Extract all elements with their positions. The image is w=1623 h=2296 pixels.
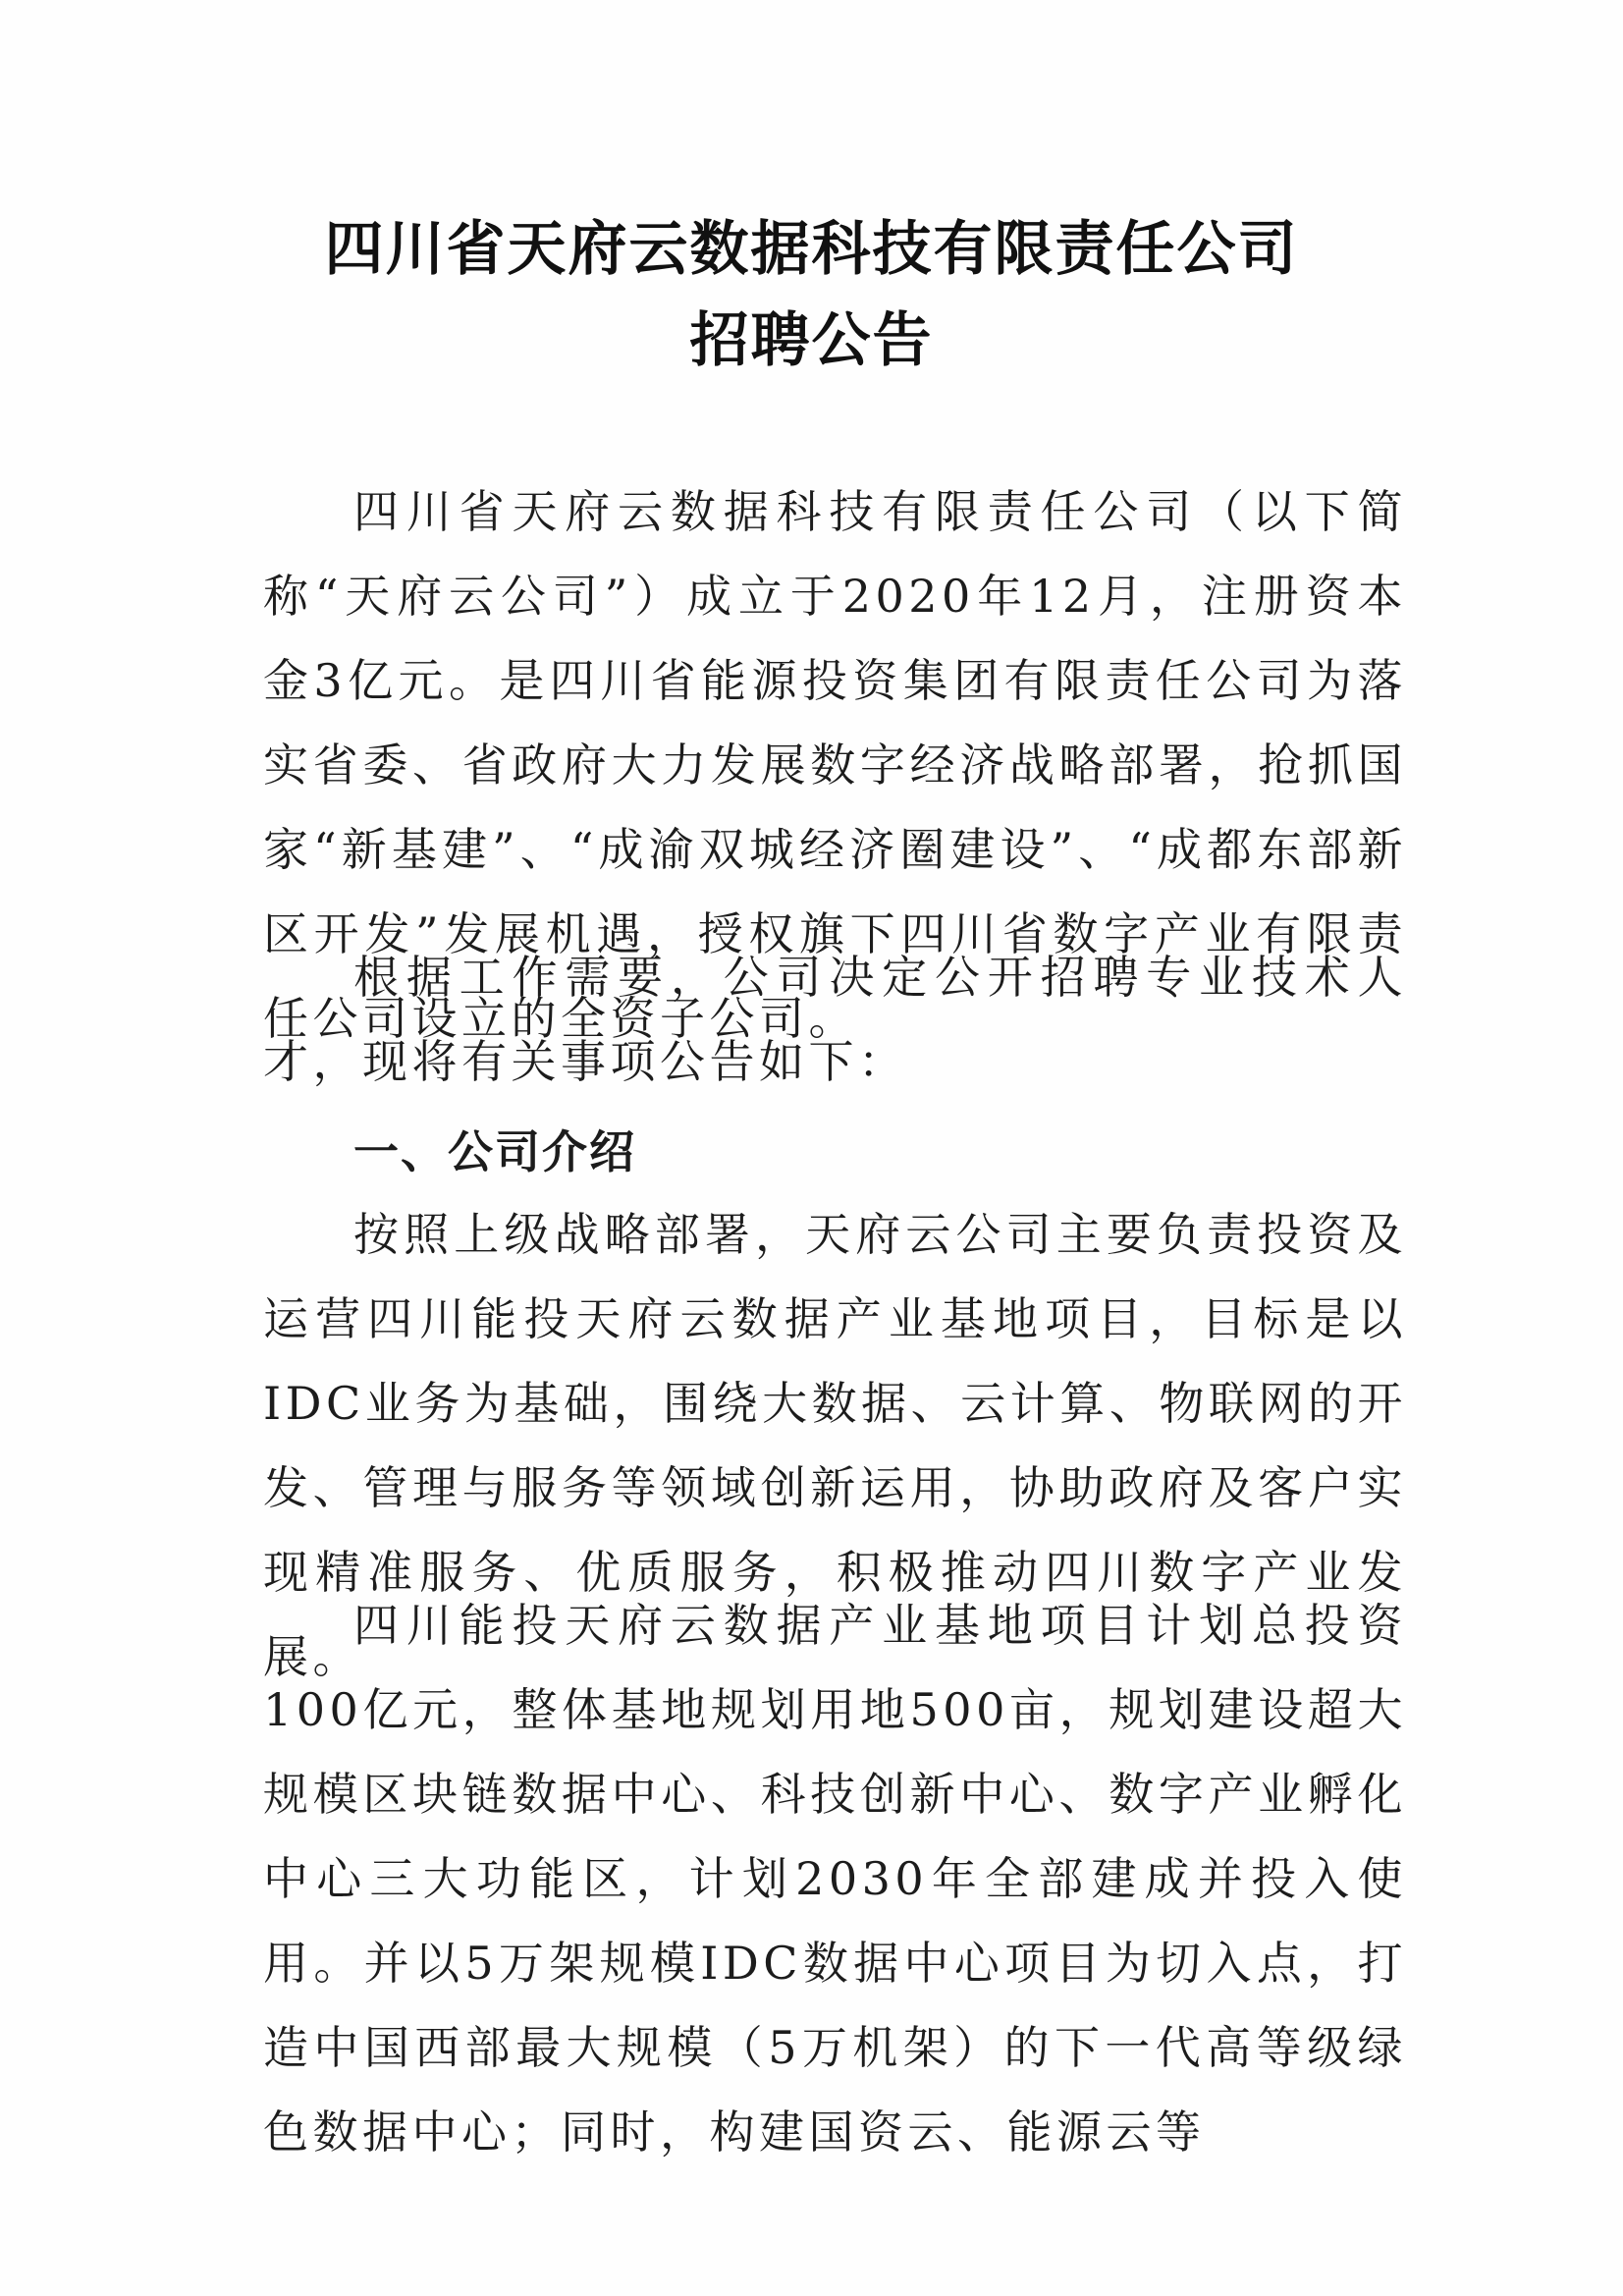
document-subtitle: 招聘公告: [689, 306, 934, 375]
document-title: 四川省天府云数据科技有限责任公司: [324, 215, 1299, 284]
section-heading-company-intro: 一、公司介绍: [353, 1125, 636, 1178]
intro-paragraph: 四川省天府云数据科技有限责任公司（以下简称“天府云公司”）成立于2020年12月，注册资本金3亿元。是四川省能源投资集团有限责任公司为落实省委、省政府大力发展数字经济战略部署，抢抓国家“新基建”、“成渝双城经济圈建设”、“成都东部新区开发”发展机遇，授权旗下四川省数字产业有限责任公司设立的全资子公司。: [263, 485, 1407, 1045]
company-intro-paragraph-2: 四川能投天府云数据产业基地项目计划总投资100亿元，整体基地规划用地500亩，规划建设超大规模区块链数据中心、科技创新中心、数字产业孵化中心三大功能区，计划2030年全部建成并投入使用。并以5万架规模IDC数据中心项目为切入点，打造中国西部最大规模（5万机架）的下一代高等级绿色数据中心；同时，构建国资云、能源云等: [263, 1599, 1407, 2159]
notice-paragraph: 根据工作需要，公司决定公开招聘专业技术人才，现将有关事项公告如下：: [263, 951, 1407, 1088]
company-intro-paragraph-1: 按照上级战略部署，天府云公司主要负责投资及运营四川能投天府云数据产业基地项目，目标是以IDC业务为基础，围绕大数据、云计算、物联网的开发、管理与服务等领域创新运用，协助政府及客户实现精准服务、优质服务，积极推动四川数字产业发展。: [263, 1208, 1407, 1683]
